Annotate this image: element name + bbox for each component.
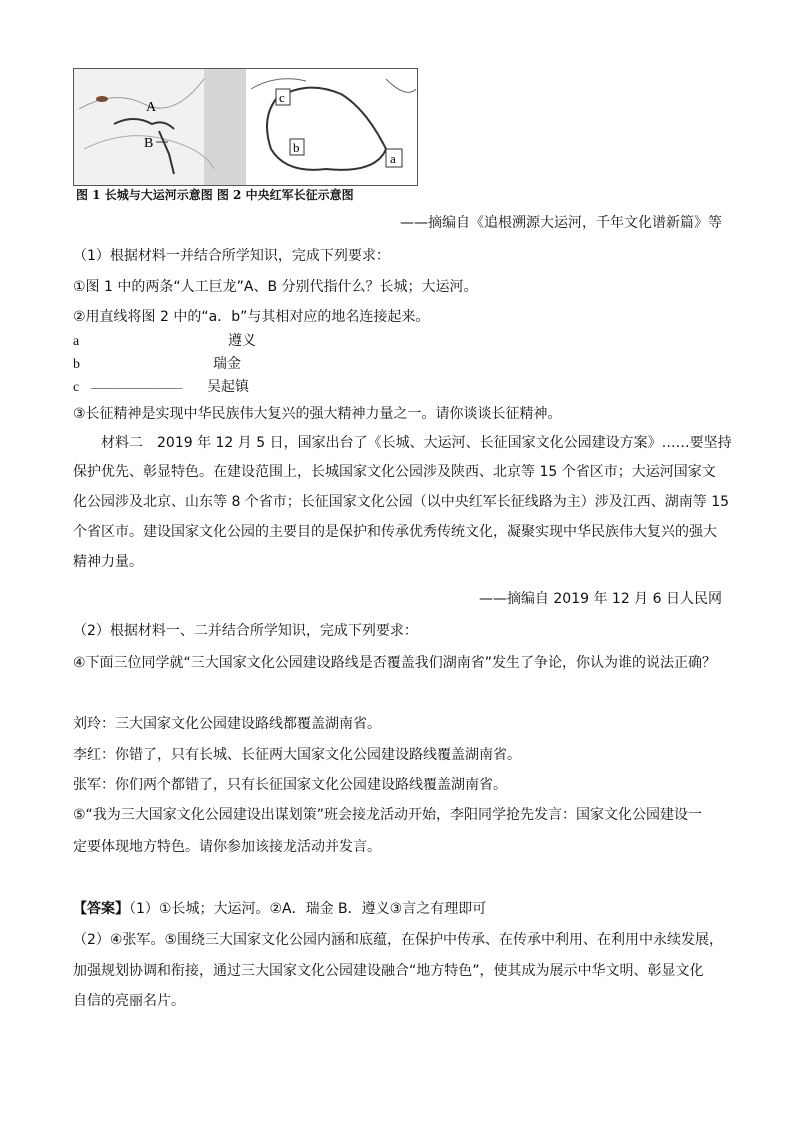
- match-row-a: [73, 333, 333, 353]
- figure-caption: 图 1 长城与大运河示意图 图 2 中央红军长征示意图: [76, 188, 354, 202]
- question-2-item-4: ④下面三位同学就“三大国家文化公园建设路线是否覆盖我们湖南省”发生了争论，你认为谁的说法正确？: [73, 655, 717, 671]
- question-2-intro: （2）根据材料一、二并结合所学知识，完成下列要求：: [73, 623, 418, 639]
- question-1-item-3: ③长征精神是实现中华民族伟大复兴的强大精神力量之一。请你谈谈长征精神。: [73, 406, 562, 422]
- answer-line: 自信的亮丽名片。: [73, 993, 185, 1009]
- source-citation-1: ——摘编自《追根溯源大运河，千年文化谱新篇》等: [400, 215, 722, 231]
- material-2-line: 保护优先、彰显特色。在建设范围上，长城国家文化公园涉及陕西、北京等 15 个省区市；大运河国家文: [73, 464, 716, 480]
- match-place: 瑞金: [213, 357, 241, 372]
- answer-label: 【答案】: [73, 901, 129, 917]
- question-1-intro: （1）根据材料一并结合所学知识，完成下列要求：: [73, 248, 390, 264]
- material-2-line: 精神力量。: [73, 554, 143, 570]
- map-label-b: B: [144, 136, 154, 151]
- answer-line: 加强规划协调和衔接，通过三大国家文化公园建设融合“地方特色”，使其成为展示中华文明、彰显文化: [73, 963, 704, 979]
- material-2-line: 个省区市。建设国家文化公园的主要目的是保护和传承优秀传统文化，凝聚实现中华民族伟大复兴的强大: [73, 524, 717, 540]
- long-march-map: [246, 69, 417, 185]
- match-letter: a: [73, 334, 80, 349]
- great-wall-canal-map: [74, 69, 246, 185]
- map-label-b2: b: [293, 140, 300, 155]
- answer-line-1: [73, 900, 486, 918]
- question-1-item-1: ①图 1 中的两条“人工巨龙”A、B 分别代指什么？长城；大运河。: [73, 279, 478, 295]
- match-letter: b: [73, 357, 80, 372]
- material-2-line: 材料二 2019 年 12 月 5 日，国家出台了《长城、大运河、长征国家文化公园建设方案》……要坚持: [101, 435, 732, 451]
- map-label-a2: a: [390, 151, 396, 166]
- answer-part-1: （1）①长城；大运河。②A．瑞金 B．遵义③言之有理即可: [129, 901, 487, 917]
- student-statement: 刘玲：三大国家文化公园建设路线都覆盖湖南省。: [73, 716, 381, 732]
- match-row-c: [73, 379, 333, 399]
- question-1-item-2: ②用直线将图 2 中的“a．b”与其相对应的地名连接起来。: [73, 309, 430, 325]
- match-place: 遵义: [228, 334, 256, 349]
- source-citation-2: ——摘编自 2019 年 12 月 6 日人民网: [478, 591, 722, 607]
- answer-line: （2）④张军。⑤围绕三大国家文化公园内涵和底蕴，在保护中传承、在传承中利用、在利用中永续发展，: [73, 932, 724, 948]
- map-label-c: c: [279, 90, 285, 105]
- match-row-b: [73, 356, 333, 376]
- figure-maps: [73, 68, 418, 186]
- match-letter: c: [73, 380, 80, 395]
- question-2-item-5: 定要体现地方特色。请你参加该接龙活动并发言。: [73, 839, 381, 855]
- match-line: —————————: [91, 382, 181, 394]
- student-statement: 李红：你错了，只有长城、长征两大国家文化公园建设路线覆盖湖南省。: [73, 747, 521, 763]
- student-statement: 张军：你们两个都错了，只有长征国家文化公园建设路线覆盖湖南省。: [73, 777, 507, 793]
- material-2-line: 化公园涉及北京、山东等 8 个省市；长征国家文化公园（以中央红军长征线路为主）涉及江西、湖南等 15: [73, 494, 730, 510]
- question-2-item-5: ⑤“我为三大国家文化公园建设出谋划策”班会接龙活动开始，李阳同学抢先发言：国家文化公园建设一: [73, 807, 703, 823]
- map-label-a: A: [146, 100, 157, 115]
- match-place: 吴起镇: [207, 380, 249, 395]
